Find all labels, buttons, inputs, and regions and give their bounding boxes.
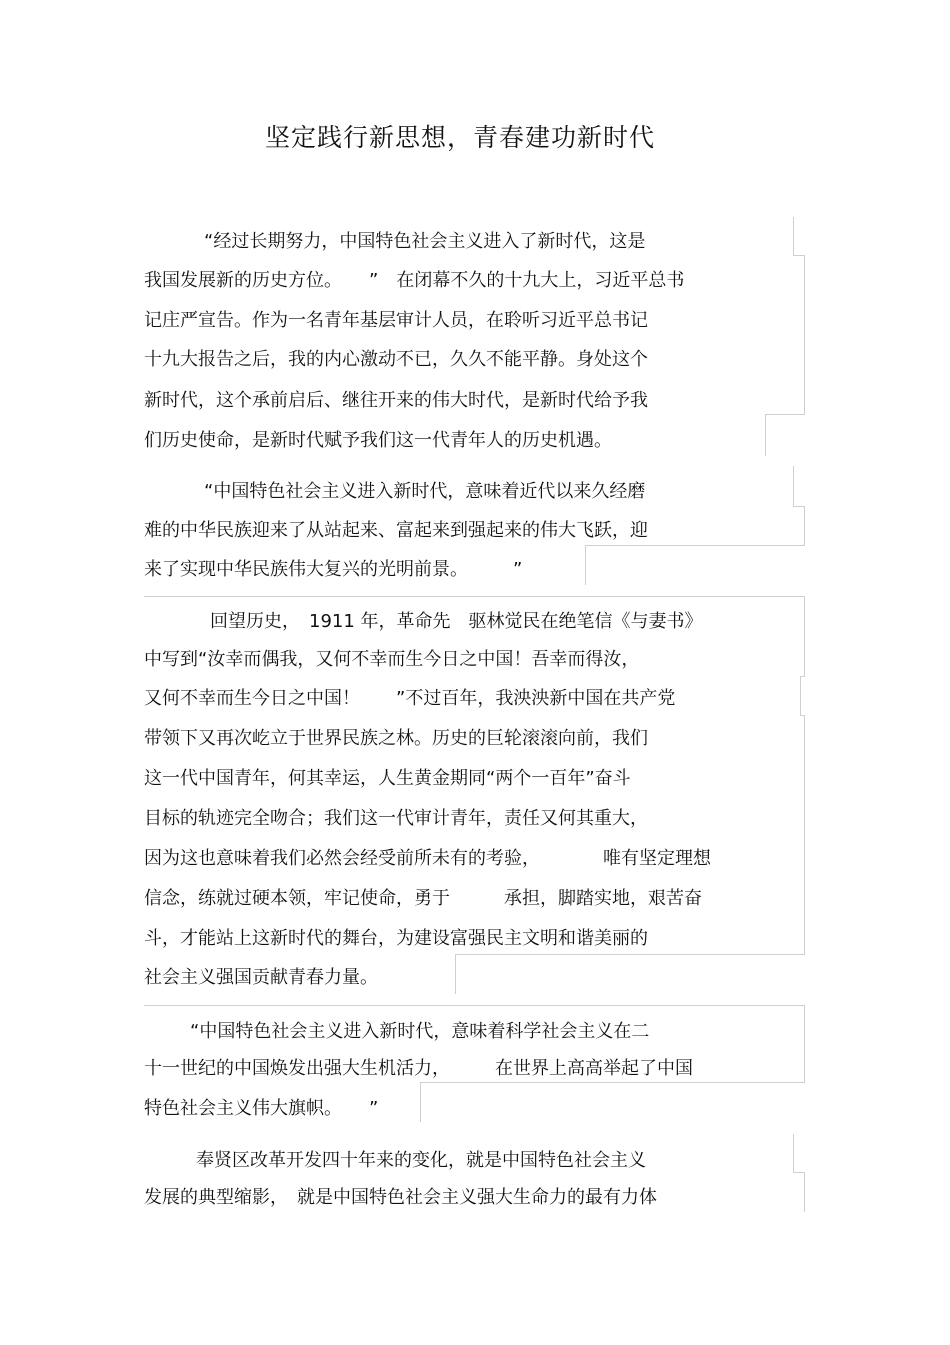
text-line: 记庄严宣告。作为一名青年基层审计人员，在聆听习近平总书记: [144, 310, 648, 331]
layout-rule: [804, 1172, 805, 1212]
text-line: 来了实现中华民族伟大复兴的光明前景。 ”: [144, 559, 523, 580]
text-line: 奉贤区改革开发四十年来的变化，就是中国特色社会主义: [196, 1150, 646, 1171]
layout-rule: [793, 217, 794, 255]
text-line: 特色社会主义伟大旗帜。 ”: [144, 1098, 379, 1119]
text-line: 带领下又再次屹立于世界民族之林。历史的巨轮滚滚向前，我们: [144, 728, 648, 749]
layout-rule: [585, 545, 586, 585]
text-line: 发展的典型缩影， 就是中国特色社会主义强大生命力的最有力体: [144, 1187, 657, 1208]
text-line: 新时代，这个承前启后、继往开来的伟大时代，是新时代给予我: [144, 390, 648, 411]
layout-rule: [793, 466, 794, 506]
text-line: 又何不幸而生今日之中国！ ”不过百年，我泱泱新中国在共产党: [144, 688, 676, 709]
layout-rule: [585, 545, 805, 546]
layout-rule: [793, 1134, 794, 1172]
text-line: 我国发展新的历史方位。 ” 在闭幕不久的十九大上，习近平总书: [144, 270, 685, 291]
layout-rule: [420, 1082, 805, 1083]
text-line: 斗，才能站上这新时代的舞台，为建设富强民主文明和谐美丽的: [144, 928, 648, 949]
text-line: 这一代中国青年，何其幸运，人生黄金期同“两个一百年”奋斗: [144, 768, 631, 789]
text-line: “中国特色社会主义进入新时代，意味着科学社会主义在二: [190, 1021, 650, 1042]
layout-rule: [420, 1082, 421, 1122]
text-line: 十九大报告之后，我的内心激动不已，久久不能平静。身处这个: [144, 349, 648, 370]
layout-rule: [800, 676, 801, 716]
text-line: 目标的轨迹完全吻合；我们这一代审计青年，责任又何其重大，: [144, 808, 648, 829]
layout-rule: [804, 506, 805, 546]
text-line: 十一世纪的中国焕发出强大生机活力， 在世界上高高举起了中国: [144, 1058, 693, 1079]
text-line: 因为这也意味着我们必然会经受前所未有的考验， 唯有坚定理想: [144, 848, 711, 869]
layout-rule: [804, 1005, 805, 1083]
text-line: 信念，练就过硬本领，牢记使命，勇于 承担，脚踏实地，艰苦奋: [144, 888, 702, 909]
layout-rule: [455, 954, 456, 994]
layout-rule: [765, 414, 766, 456]
layout-rule: [804, 715, 805, 955]
layout-rule: [804, 596, 805, 676]
layout-rule: [455, 954, 805, 955]
text-line: 中写到“汝幸而偶我，又何不幸而生今日之中国！吾幸而得汝，: [144, 649, 640, 670]
layout-rule: [804, 255, 805, 415]
layout-rule: [144, 596, 805, 597]
text-line: “中国特色社会主义进入新时代，意味着近代以来久经磨: [204, 481, 646, 502]
text-line: 社会主义强国贡献青春力量。: [144, 967, 378, 988]
text-line: 们历史使命，是新时代赋予我们这一代青年人的历史机遇。: [144, 430, 612, 451]
text-line: 难的中华民族迎来了从站起来、富起来到强起来的伟大飞跃，迎: [144, 520, 648, 541]
layout-rule: [144, 1005, 805, 1006]
text-line: “经过长期努力，中国特色社会主义进入了新时代，这是: [204, 231, 646, 252]
text-line: 回望历史， 1911 年，革命先 驱林觉民在绝笔信《与妻书》: [210, 611, 703, 632]
layout-rule: [765, 414, 805, 415]
page-title: 坚定践行新思想，青春建功新时代: [264, 123, 655, 152]
